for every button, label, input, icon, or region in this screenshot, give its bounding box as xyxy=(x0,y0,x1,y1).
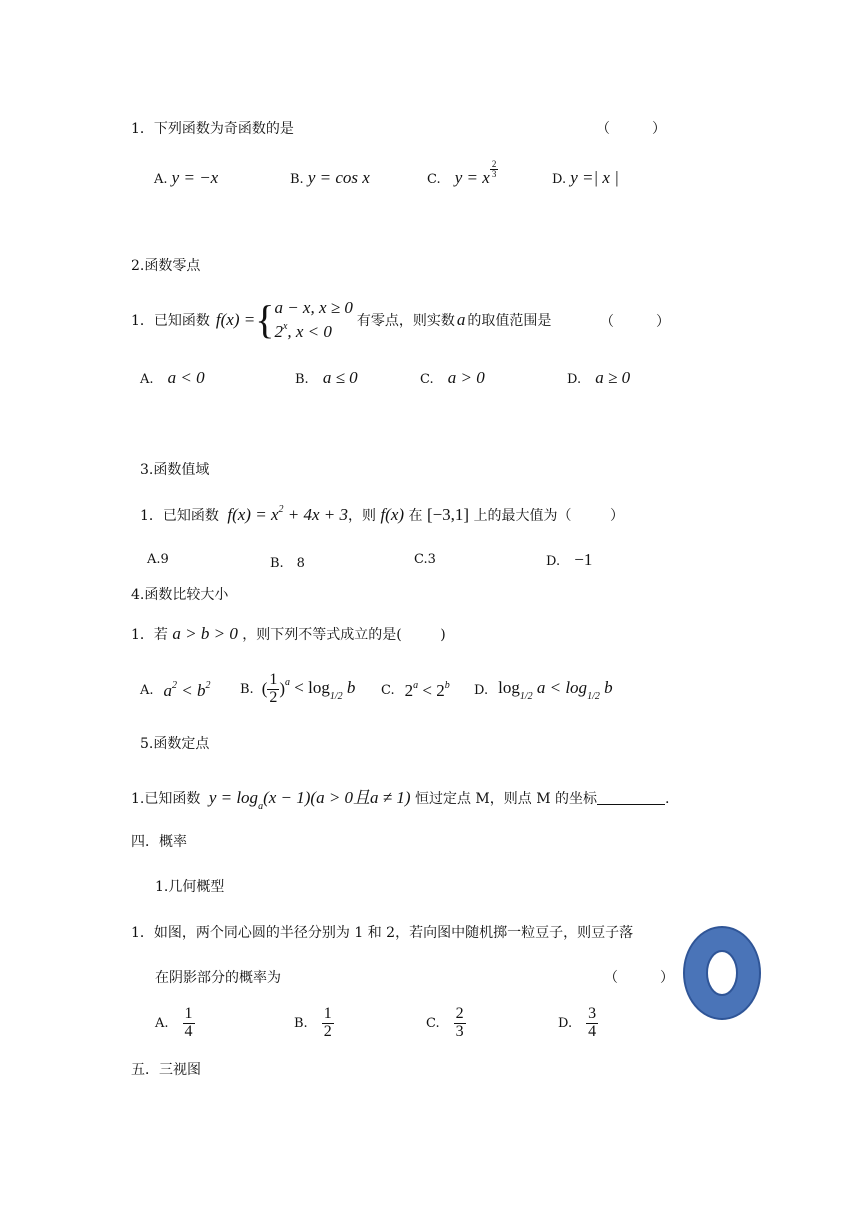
option-math: y = x xyxy=(454,168,490,187)
c-sup2: b xyxy=(444,679,450,691)
den: 2 xyxy=(269,688,278,706)
section-title-compare: 4.函数比较大小 xyxy=(131,587,229,603)
fraction xyxy=(183,1006,195,1041)
question-text-mid: ，则 xyxy=(347,508,376,524)
case2-base: 2 xyxy=(274,321,283,341)
answer-paren-close: ） xyxy=(610,508,625,524)
paren-close: ) xyxy=(279,679,286,698)
mid: a < log xyxy=(532,678,588,697)
option-b xyxy=(240,665,355,713)
option-b xyxy=(295,368,358,388)
question-6-line1: 1．如图，两个同心圆的半径分别为 1 和 2，若向图中随机掷一粒豆子，则豆子落 xyxy=(131,925,634,941)
option-math: y =| x | xyxy=(570,168,619,187)
option-a: A.9 xyxy=(147,552,169,567)
den: 2 xyxy=(323,1022,332,1040)
sup-a: a xyxy=(285,676,291,688)
option-label: C. xyxy=(427,172,441,187)
option-c xyxy=(427,159,498,187)
question-text-suffix: ，则下列不等式成立的是( xyxy=(242,627,402,643)
log-base: a xyxy=(258,801,264,812)
option-math: a ≥ 0 xyxy=(595,368,631,387)
option-label: B. xyxy=(295,372,309,387)
option-b xyxy=(294,1000,334,1046)
question-3-range xyxy=(140,504,624,525)
log-part: y = log xyxy=(208,788,259,807)
question-6-line2: 在阴影部分的概率为 xyxy=(155,970,281,986)
log: < log xyxy=(290,677,330,697)
option-math: y = cos x xyxy=(307,168,370,187)
option-label: D. xyxy=(552,172,567,187)
question-5-fixed-point xyxy=(131,783,669,812)
fx-a: f(x) = x xyxy=(227,505,279,524)
option-label: C. xyxy=(426,1015,440,1031)
exp-den: 3 xyxy=(491,169,497,180)
option-label: C. xyxy=(420,372,434,387)
option-math xyxy=(285,677,355,702)
fraction-half xyxy=(267,672,279,707)
option-a xyxy=(154,168,218,188)
option-d xyxy=(546,550,592,570)
answer-paren: （ ） xyxy=(596,121,666,137)
option-c: C.3 xyxy=(414,552,436,567)
function-expression xyxy=(227,505,348,524)
case2-sup: x xyxy=(282,320,288,332)
option-d xyxy=(558,1000,598,1046)
option-label: C. xyxy=(381,682,395,698)
fraction xyxy=(454,1006,466,1041)
option-label: D. xyxy=(546,554,561,569)
fraction xyxy=(322,1006,334,1041)
option-label: D. xyxy=(474,682,489,698)
question-2-zero-point xyxy=(131,294,551,346)
option-label: A. xyxy=(140,682,154,698)
var-b: b xyxy=(342,677,356,697)
variable-a: a xyxy=(456,310,466,329)
c-sup: a xyxy=(413,679,419,691)
option-d xyxy=(567,368,630,388)
interval: [−3,1] xyxy=(426,505,470,524)
option-a xyxy=(140,368,205,388)
option-label: D. xyxy=(558,1015,573,1031)
function-f: f(x) xyxy=(380,505,405,524)
inner-circle xyxy=(707,951,737,995)
log1-base: 1/2 xyxy=(519,691,533,702)
num: 2 xyxy=(455,1004,464,1022)
answer-paren: （ ） xyxy=(604,970,674,986)
subsection-title-geometric: 1.几何概型 xyxy=(155,879,225,895)
function-f: f(x) = xyxy=(215,310,256,329)
option-c xyxy=(426,1000,466,1046)
option-label: A. xyxy=(140,372,154,387)
option-c xyxy=(420,368,485,388)
option-a xyxy=(155,1000,195,1046)
option-label: A. xyxy=(154,172,168,187)
question-text: 1．若 xyxy=(131,627,168,643)
a-base: a xyxy=(163,680,173,700)
period: . xyxy=(665,791,670,807)
question-text-suffix: 恒过定点 M，则点 M 的坐标 xyxy=(414,791,598,807)
question-text: 1．已知函数 xyxy=(140,508,219,524)
args: (x − 1)(a > 0且a ≠ 1) xyxy=(263,788,411,807)
c-base: 2 xyxy=(404,680,414,700)
option-math xyxy=(164,680,211,701)
option-label: A. xyxy=(155,1015,169,1031)
option-d xyxy=(474,670,613,710)
section-title-probability: 四．概率 xyxy=(131,834,187,850)
question-text-mid: 有零点，则实数 xyxy=(356,313,455,329)
option-label: B. xyxy=(290,172,304,187)
condition: a > b > 0 xyxy=(172,624,238,643)
piecewise-cases xyxy=(274,297,352,344)
den: 4 xyxy=(184,1022,193,1040)
option-a xyxy=(140,670,211,710)
option-math xyxy=(405,680,450,701)
option-math xyxy=(498,678,613,702)
question-text: 1.已知函数 xyxy=(131,791,201,807)
answer-paren: （ ） xyxy=(600,314,670,330)
question-4-compare xyxy=(131,624,446,644)
exp-num: 2 xyxy=(491,159,497,169)
question-1-odd-function xyxy=(131,118,294,138)
c-mid: < 2 xyxy=(418,680,445,700)
option-c xyxy=(381,670,450,710)
num: 1 xyxy=(323,1004,332,1022)
question-text-in: 在 xyxy=(408,508,423,524)
piecewise-brace: { xyxy=(255,297,275,342)
case2-rest: , x < 0 xyxy=(287,321,332,341)
option-d xyxy=(552,168,619,188)
log2-base: 1/2 xyxy=(587,691,600,702)
option-math: −1 xyxy=(574,550,593,569)
option-label: B. xyxy=(240,681,254,697)
option-label: D. xyxy=(567,372,582,387)
answer-paren-close: ) xyxy=(440,627,446,643)
section-title-zero-point: 2.函数零点 xyxy=(131,258,201,274)
question-text-suffix: 的取值范围是 xyxy=(467,313,552,329)
question-text-suffix: 上的最大值为（ xyxy=(473,508,572,524)
num: 1 xyxy=(184,1004,193,1022)
den: 3 xyxy=(455,1022,464,1040)
fraction xyxy=(586,1006,598,1041)
case-1: a − x, x ≥ 0 xyxy=(274,297,353,317)
b-sup: 2 xyxy=(205,679,211,691)
section-title-fixed-point: 5.函数定点 xyxy=(140,736,210,752)
num: 3 xyxy=(588,1004,597,1022)
answer-blank[interactable] xyxy=(597,803,665,805)
fx-sup: 2 xyxy=(278,504,284,515)
question-text: 1．已知函数 xyxy=(131,313,210,329)
fx-b: + 4x + 3 xyxy=(283,505,348,524)
log-base: 1/2 xyxy=(329,690,343,702)
option-label: B. xyxy=(294,1015,308,1031)
den: 4 xyxy=(588,1022,597,1040)
option-b xyxy=(290,168,370,188)
function-expression xyxy=(208,788,411,812)
log1: log xyxy=(498,678,520,697)
paren-open: ( xyxy=(261,679,268,698)
num: 1 xyxy=(269,670,278,688)
section-title-three-views: 五．三视图 xyxy=(131,1062,201,1078)
option-math: a ≤ 0 xyxy=(322,368,358,387)
question-text: 1．下列函数为奇函数的是 xyxy=(131,121,294,137)
end-b: b xyxy=(599,678,613,697)
concentric-circles-figure xyxy=(682,925,762,1021)
option-math: y = −x xyxy=(171,168,219,187)
option-math: a > 0 xyxy=(447,368,485,387)
option-b: B. 8 xyxy=(270,556,305,571)
section-title-range: 3.函数值域 xyxy=(140,462,210,478)
option-math: a < 0 xyxy=(167,368,205,387)
a-mid: < b xyxy=(177,680,206,700)
exponent-fraction xyxy=(490,160,499,180)
case-2 xyxy=(274,320,352,344)
a-sup: 2 xyxy=(172,679,178,691)
